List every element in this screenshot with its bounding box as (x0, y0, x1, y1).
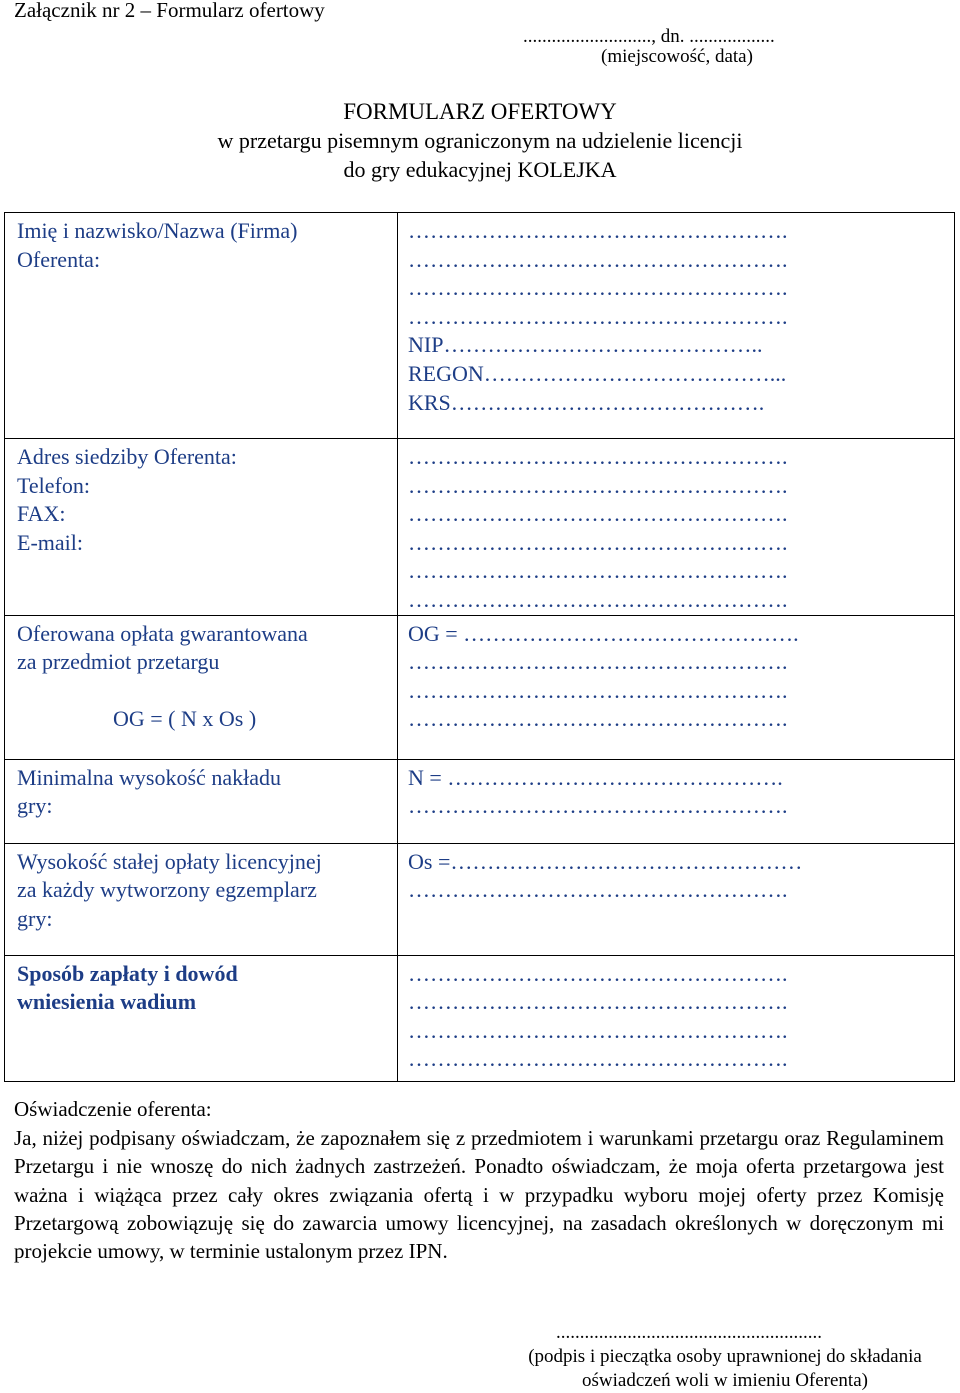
krs-field: KRS……………………………………. (408, 389, 765, 415)
offer-form-table (4, 212, 955, 1082)
bidder-name-label: Imię i nazwisko/Nazwa (Firma) Oferenta: (5, 213, 398, 439)
form-subtitle-line2: do gry edukacyjnej KOLEJKA (343, 157, 617, 182)
table-row (5, 955, 955, 1081)
nip-field: NIP…………………………………….. (408, 332, 763, 358)
license-fee-field[interactable]: Os =………………………………………… ……………………………………………. (398, 843, 955, 955)
statement-text: Ja, niżej podpisany oświadczam, że zapoznałem się z przedmiotem i warunkami przetargu oraz Regulaminem Przetargu i nie wnoszę do nich żadnych zastrzeżeń. Ponadto oświadczam, że moja oferta przetargowa jest ważna i wiążąca przez cały okres związania ofertą i w przypadku wyboru mojej oferty przez Komisję Przetargową zobowiązuję się do zawarcia umowy licencyjnej, na zasadach określonych w doręczonym mi projekcie umowy, w terminie ustalonym przez IPN. (14, 1126, 944, 1264)
guaranteed-fee-field[interactable]: OG = ………………………………………. ……………………………………………. ……………………………………………. ……………………………………………. (398, 615, 955, 759)
address-field[interactable]: ……………………………………………. ……………………………………………. ……………………………………………. ……………………………………………. ……………………………………………. ……………………………………………. (398, 439, 955, 616)
table-row (5, 213, 955, 439)
bidder-name-field[interactable]: ……………………………………………. ……………………………………………. ……………………………………………. ……………………………………………. NIP…………………………………….. REGON…………………………………... KRS……………………………………. (398, 213, 955, 439)
fee-formula: OG = ( N x Os ) (113, 705, 257, 731)
address-label: Adres siedziby Oferenta: Telefon: FAX: E-mail: (5, 439, 398, 616)
table-row (5, 843, 955, 955)
place-date-caption: (miejscowość, data) (601, 46, 753, 67)
guaranteed-fee-label: Oferowana opłata gwarantowana za przedmiot przetargu OG = ( N x Os ) (5, 615, 398, 759)
table-row (5, 759, 955, 843)
signature-field[interactable]: ........................................................ (556, 1322, 822, 1343)
signature-caption: (podpis i pieczątka osoby uprawnionej do składania oświadczeń woli w imieniu Oferenta) (528, 1346, 922, 1391)
form-title: FORMULARZ OFERTOWY (343, 99, 617, 124)
table-row (5, 615, 955, 759)
annex-heading: Załącznik nr 2 – Formularz ofertowy (14, 0, 325, 22)
form-subtitle-line1: w przetargu pisemnym ograniczonym na udzielenie licencji (217, 128, 743, 153)
table-row (5, 439, 955, 616)
statement-heading: Oświadczenie oferenta: (14, 1097, 212, 1121)
regon-field: REGON…………………………………... (408, 360, 787, 386)
min-volume-label: Minimalna wysokość nakładu gry: (5, 759, 398, 843)
min-volume-field[interactable]: N = ………………………………………. ……………………………………………. (398, 759, 955, 843)
payment-method-field[interactable]: ……………………………………………. ……………………………………………. ……………………………………………. ……………………………………………. (398, 955, 955, 1081)
license-fee-label: Wysokość stałej opłaty licencyjnej za każdy wytworzony egzemplarz gry: (5, 843, 398, 955)
place-date-field[interactable]: ..........................., dn. .................. (523, 26, 775, 47)
payment-method-label: Sposób zapłaty i dowód wniesienia wadium (5, 955, 398, 1081)
